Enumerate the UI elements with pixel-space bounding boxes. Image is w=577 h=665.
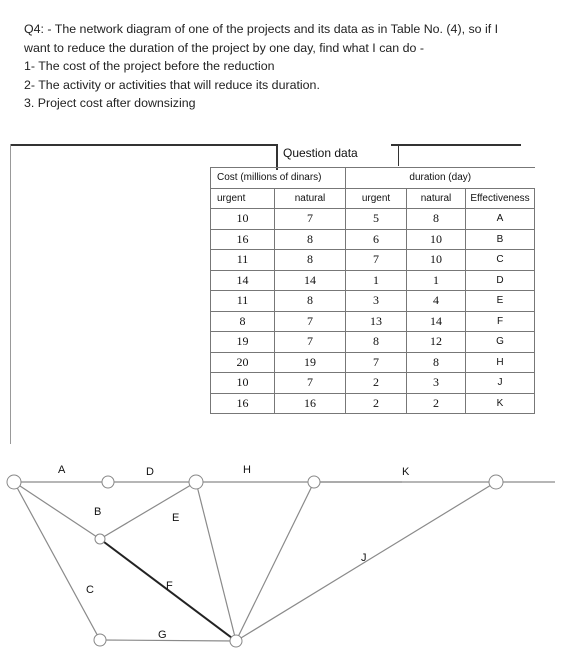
cell: 8 <box>211 311 275 332</box>
cell: 19 <box>275 352 346 373</box>
cell: 7 <box>275 373 346 394</box>
table-row <box>211 311 535 332</box>
table-row <box>211 352 535 373</box>
label-D: D <box>146 466 154 478</box>
cell: 8 <box>275 229 346 250</box>
node-1 <box>7 475 21 489</box>
col-duration-urgent: urgent <box>346 188 407 209</box>
cell: B <box>466 229 535 250</box>
cell: 7 <box>275 332 346 353</box>
label-H: H <box>243 464 251 476</box>
table-title: Question data <box>283 146 358 160</box>
cell: 12 <box>407 332 466 353</box>
cell: 14 <box>211 270 275 291</box>
node-5 <box>489 475 503 489</box>
cell: 16 <box>275 393 346 414</box>
cell: 1 <box>346 270 407 291</box>
cell: 4 <box>407 291 466 312</box>
cell: 14 <box>275 270 346 291</box>
cell: A <box>466 209 535 230</box>
cell: 16 <box>211 229 275 250</box>
label-B: B <box>94 506 102 518</box>
cell: 7 <box>346 352 407 373</box>
label-E: E <box>172 512 180 524</box>
label-K: K <box>402 466 410 478</box>
cell: 8 <box>407 352 466 373</box>
label-F: F <box>166 580 173 592</box>
cell: 7 <box>346 250 407 271</box>
data-table <box>210 167 535 414</box>
cell: 2 <box>346 373 407 394</box>
table-row <box>211 373 535 394</box>
cell: F <box>466 311 535 332</box>
question-text <box>24 20 564 113</box>
cell: 8 <box>346 332 407 353</box>
cell: 2 <box>346 393 407 414</box>
cell: 10 <box>407 250 466 271</box>
node-3 <box>189 475 203 489</box>
cell: 8 <box>275 250 346 271</box>
table-row <box>211 291 535 312</box>
table-row <box>211 250 535 271</box>
cell: 7 <box>275 209 346 230</box>
node-7 <box>94 634 106 646</box>
cell: 10 <box>211 373 275 394</box>
col-cost-urgent: urgent <box>211 188 275 209</box>
title-box-right <box>398 144 399 166</box>
cell: C <box>466 250 535 271</box>
cost-group-header: Cost (millions of dinars) <box>211 168 346 189</box>
label-J: J <box>361 552 367 564</box>
frame-top-right <box>391 144 521 146</box>
frame-left-edge <box>10 144 11 444</box>
cell: K <box>466 393 535 414</box>
cell: 3 <box>407 373 466 394</box>
col-effectiveness: Effectiveness <box>466 188 535 209</box>
cell: E <box>466 291 535 312</box>
table-row <box>211 209 535 230</box>
label-A: A <box>58 464 66 476</box>
cell: 1 <box>407 270 466 291</box>
table-column-header <box>211 188 535 209</box>
cell: 7 <box>275 311 346 332</box>
cell: 20 <box>211 352 275 373</box>
label-C: C <box>86 584 94 596</box>
cell: J <box>466 373 535 394</box>
table-row <box>211 229 535 250</box>
cell: 2 <box>407 393 466 414</box>
cell: 14 <box>407 311 466 332</box>
edge-F <box>196 482 236 641</box>
label-G: G <box>158 629 167 641</box>
question-line-1: Q4: - The network diagram of one of the projects and its data as in Table No. (4), so if I <box>24 22 499 36</box>
question-line-2: want to reduce the duration of the project by one day, find what I can do - <box>24 40 424 55</box>
frame-top-left <box>10 144 276 146</box>
cell: 13 <box>346 311 407 332</box>
cell: 19 <box>211 332 275 353</box>
edge-E <box>100 482 196 539</box>
cell: H <box>466 352 535 373</box>
question-line-3: 1- The cost of the project before the reduction <box>24 59 275 73</box>
question-line-5: 3. Project cost after downsizing <box>24 96 196 110</box>
cell: 3 <box>346 291 407 312</box>
cell: 16 <box>211 393 275 414</box>
col-cost-natural: natural <box>275 188 346 209</box>
duration-group-header: duration (day) <box>346 168 535 189</box>
cell: D <box>466 270 535 291</box>
table-group-header <box>211 168 535 189</box>
table-row <box>211 393 535 414</box>
edge-C <box>14 482 100 640</box>
table-row <box>211 270 535 291</box>
question-line-4: 2- The activity or activities that will reduce its duration. <box>24 77 320 92</box>
network-diagram <box>0 455 577 660</box>
edge-G <box>100 640 236 641</box>
cell: 10 <box>211 209 275 230</box>
node-8 <box>230 635 242 647</box>
cell: 11 <box>211 291 275 312</box>
cell: 11 <box>211 250 275 271</box>
cell: 6 <box>346 229 407 250</box>
edge-B <box>14 482 100 539</box>
cell: 5 <box>346 209 407 230</box>
col-duration-natural: natural <box>407 188 466 209</box>
table-row <box>211 332 535 353</box>
cell: 8 <box>407 209 466 230</box>
cell: G <box>466 332 535 353</box>
cell: 8 <box>275 291 346 312</box>
node-2 <box>102 476 114 488</box>
node-4 <box>308 476 320 488</box>
cell: 10 <box>407 229 466 250</box>
node-6 <box>95 534 105 544</box>
